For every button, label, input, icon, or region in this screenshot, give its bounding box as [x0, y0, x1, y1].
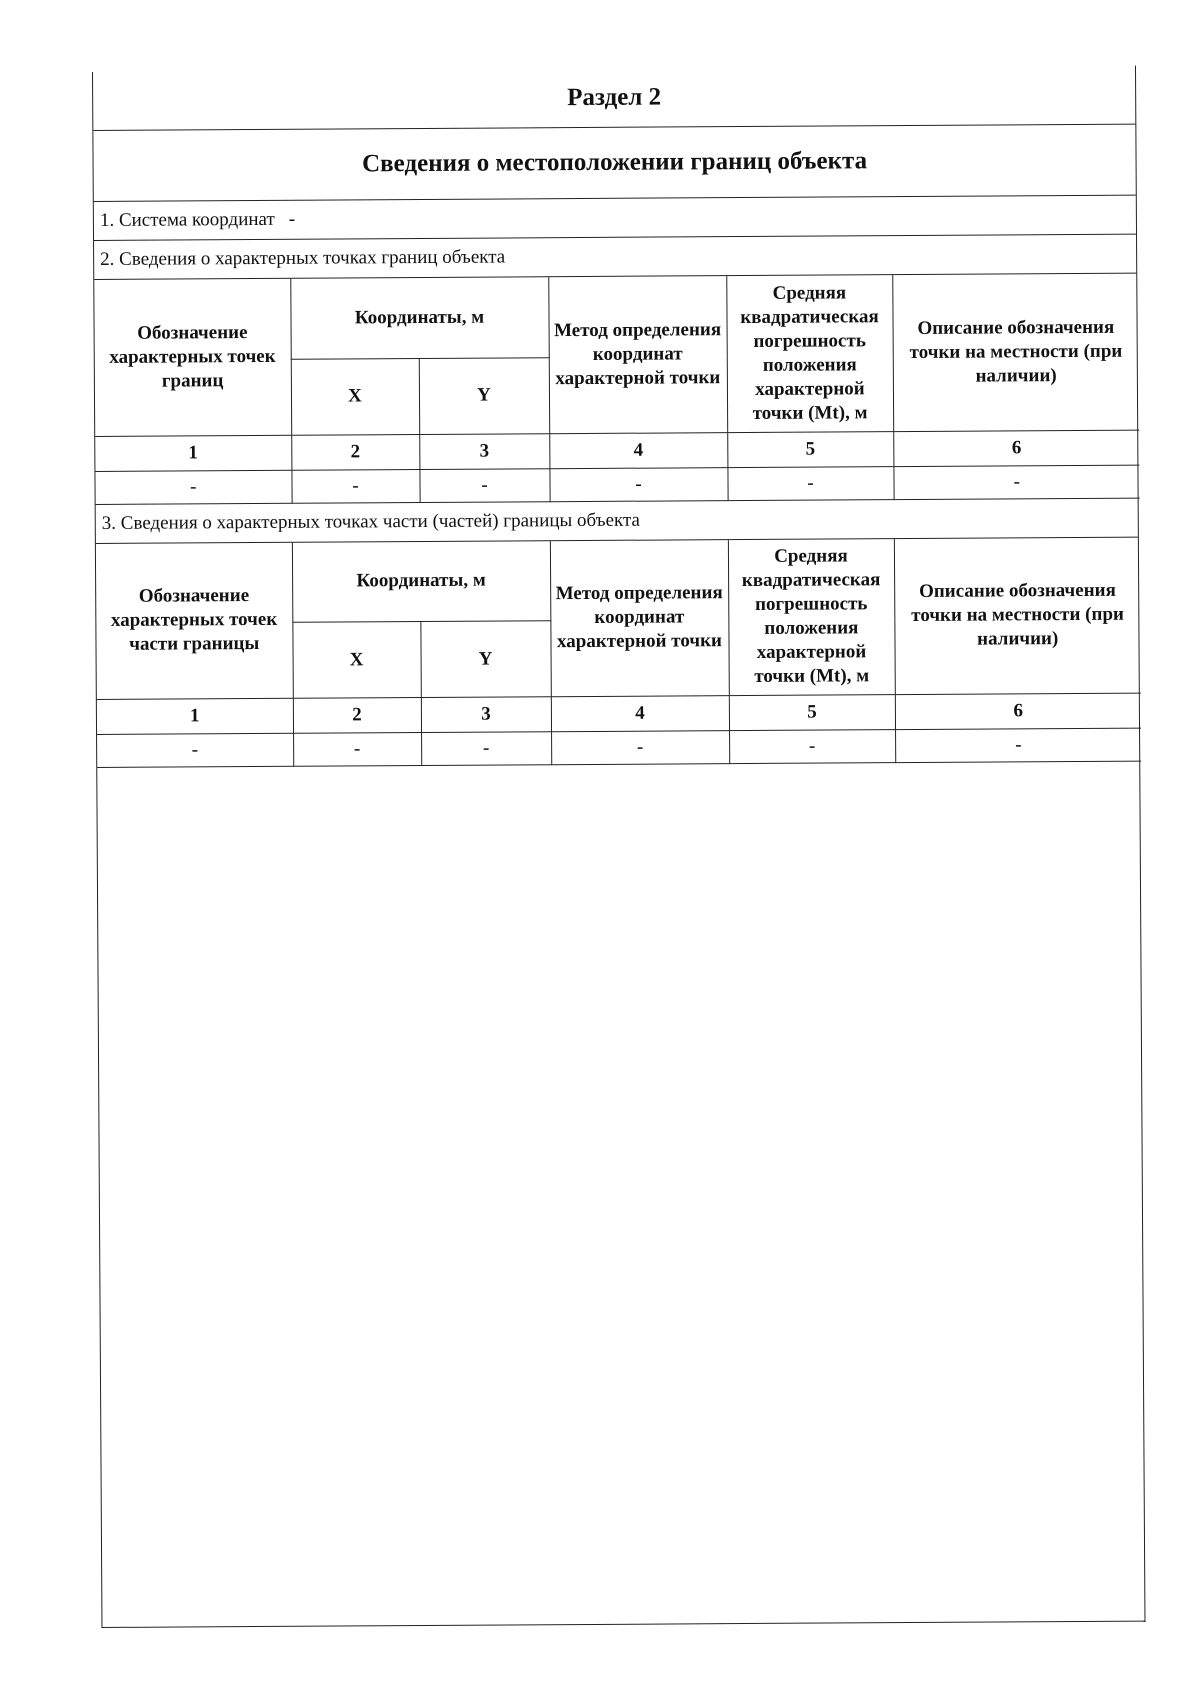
header-x: X — [291, 358, 419, 435]
column-number: 3 — [419, 433, 549, 469]
column-number: 5 — [729, 695, 895, 731]
column-number: 3 — [421, 697, 551, 733]
header-point-designation: Обозначение характерных точек границ — [94, 279, 291, 436]
header-mean-error: Средняя квадратическая погрешность положения характерной точки (Mt), м — [728, 539, 895, 696]
table-cell: - — [727, 466, 893, 500]
column-number: 2 — [293, 698, 421, 734]
table-cell: - — [893, 465, 1139, 500]
header-coordinates: Координаты, м — [292, 541, 550, 623]
section-title: Раздел 2 — [93, 66, 1135, 131]
column-number: 4 — [551, 696, 729, 732]
table-row — [97, 728, 1141, 767]
column-number: 1 — [97, 698, 293, 734]
column-number: 5 — [727, 431, 893, 467]
section-subtitle: Сведения о местоположении границ объекта — [93, 125, 1135, 202]
table-cell: - — [895, 728, 1141, 763]
header-description: Описание обозначения точки на местности (при наличии) — [892, 274, 1139, 431]
column-number: 6 — [893, 430, 1139, 467]
header-mean-error: Средняя квадратическая погрешность положения характерной точки (Mt), м — [726, 275, 893, 432]
part-boundary-points-table — [96, 537, 1141, 768]
table-cell: - — [421, 732, 551, 766]
header-coordinates: Координаты, м — [290, 277, 548, 359]
header-y: Y — [419, 357, 549, 434]
header-x: X — [292, 622, 420, 699]
header-y: Y — [420, 621, 550, 698]
table-cell: - — [549, 467, 727, 501]
column-number: 6 — [895, 693, 1141, 730]
header-point-designation: Обозначение характерных точек части границы — [96, 542, 293, 699]
header-description: Описание обозначения точки на местности (при наличии) — [894, 537, 1141, 694]
header-method: Метод определения координат характерной точки — [550, 540, 729, 697]
table1-caption: 2. Сведения о характерных точках границ объекта — [94, 235, 1136, 280]
document-frame — [92, 66, 1145, 1628]
table-cell: - — [551, 731, 729, 765]
table-cell: - — [419, 468, 549, 502]
table2-caption: 3. Сведения о характерных точках части (частей) границы объекта — [96, 498, 1138, 543]
table-cell: - — [97, 733, 293, 767]
coord-system-label: 1. Система координат — [99, 208, 275, 231]
column-number: 2 — [291, 434, 419, 470]
table-cell: - — [95, 470, 291, 504]
coord-system-row — [94, 196, 1136, 241]
coord-system-value: - — [288, 208, 296, 230]
column-number: 4 — [549, 432, 727, 468]
boundary-points-table — [94, 274, 1139, 505]
header-method: Метод определения координат характерной точки — [548, 276, 727, 433]
table-cell: - — [293, 733, 421, 767]
table-cell: - — [291, 469, 419, 503]
column-number: 1 — [95, 435, 291, 471]
table-cell: - — [729, 730, 895, 764]
